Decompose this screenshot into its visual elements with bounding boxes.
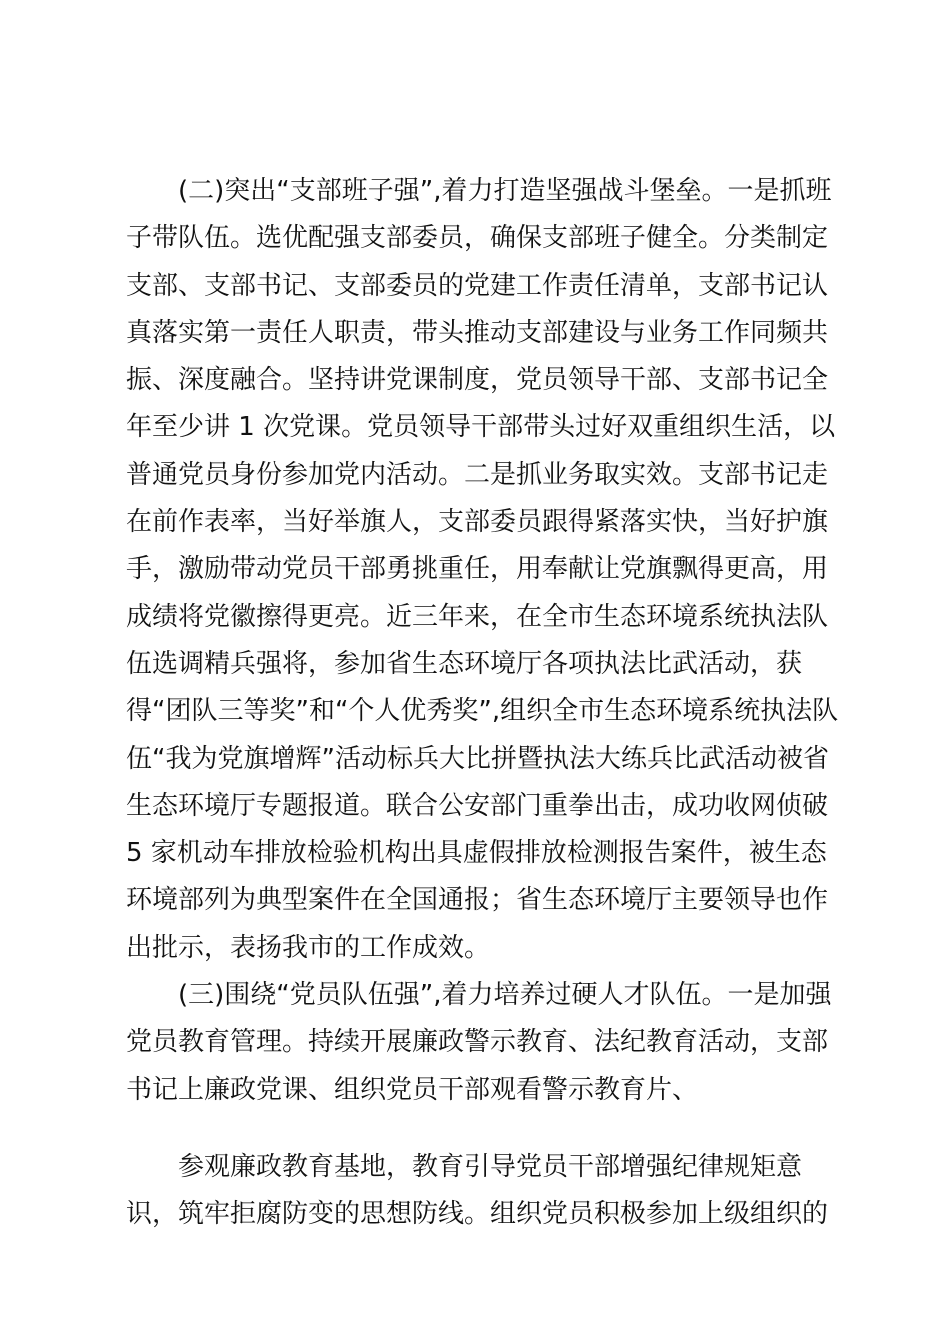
text-line: 党员教育管理。持续开展廉政警示教育、法纪教育活动，支部 — [126, 1027, 829, 1058]
text-line: 振、深度融合。坚持讲党课制度，党员领导干部、支部书记全 — [126, 365, 829, 396]
text-line: 普通党员身份参加党内活动。二是抓业务取实效。支部书记走 — [126, 459, 829, 490]
text-line: 支部、支部书记、支部委员的党建工作责任清单，支部书记认 — [126, 270, 829, 301]
text-line: 环境部列为典型案件在全国通报；省生态环境厅主要领导也作 — [126, 885, 829, 916]
text-line: 伍选调精兵强将，参加省生态环境厅各项执法比武活动，获 — [126, 648, 803, 679]
text-line: 出批示，表扬我市的工作成效。 — [126, 932, 491, 963]
text-line: 年至少讲 1 次党课。党员领导干部带头过好双重组织生活，以 — [126, 412, 836, 443]
text-line: 参观廉政教育基地，教育引导党员干部增强纪律规矩意 — [126, 1151, 803, 1182]
text-line: 得“团队三等奖”和“个人优秀奖”,组织全市生态环境系统执法队 — [126, 696, 839, 727]
text-line: 手，激励带动党员干部勇挑重任，用奉献让党旗飘得更高，用 — [126, 554, 829, 585]
text-line: 生态环境厅专题报道。联合公安部门重拳出击，成功收网侦破 — [126, 790, 829, 821]
text-line: 子带队伍。选优配强支部委员，确保支部班子健全。分类制定 — [126, 223, 829, 254]
text-line: 5 家机动车排放检验机构出具虚假排放检测报告案件，被生态 — [126, 838, 827, 869]
text-line: (二)突出“支部班子强”,着力打造坚强战斗堡垒。一是抓班 — [126, 176, 832, 206]
document-body — [126, 168, 839, 1239]
text-line: 真落实第一责任人职责，带头推动支部建设与业务工作同频共 — [126, 317, 829, 348]
paragraph-gap — [126, 1114, 826, 1144]
text-line: 伍“我为党旗增辉”活动标兵大比拼暨执法大练兵比武活动被省 — [126, 743, 829, 774]
text-line: (三)围绕“党员队伍强”,着力培养过硬人才队伍。一是加强 — [126, 980, 832, 1011]
text-line: 成绩将党徽擦得更亮。近三年来，在全市生态环境系统执法队 — [126, 601, 829, 632]
text-line: 书记上廉政党课、组织党员干部观看警示教育片、 — [126, 1074, 699, 1105]
text-line: 在前作表率，当好举旗人，支部委员跟得紧落实快，当好护旗 — [126, 507, 829, 538]
text-line: 识，筑牢拒腐防变的思想防线。组织党员积极参加上级组织的 — [126, 1199, 829, 1230]
